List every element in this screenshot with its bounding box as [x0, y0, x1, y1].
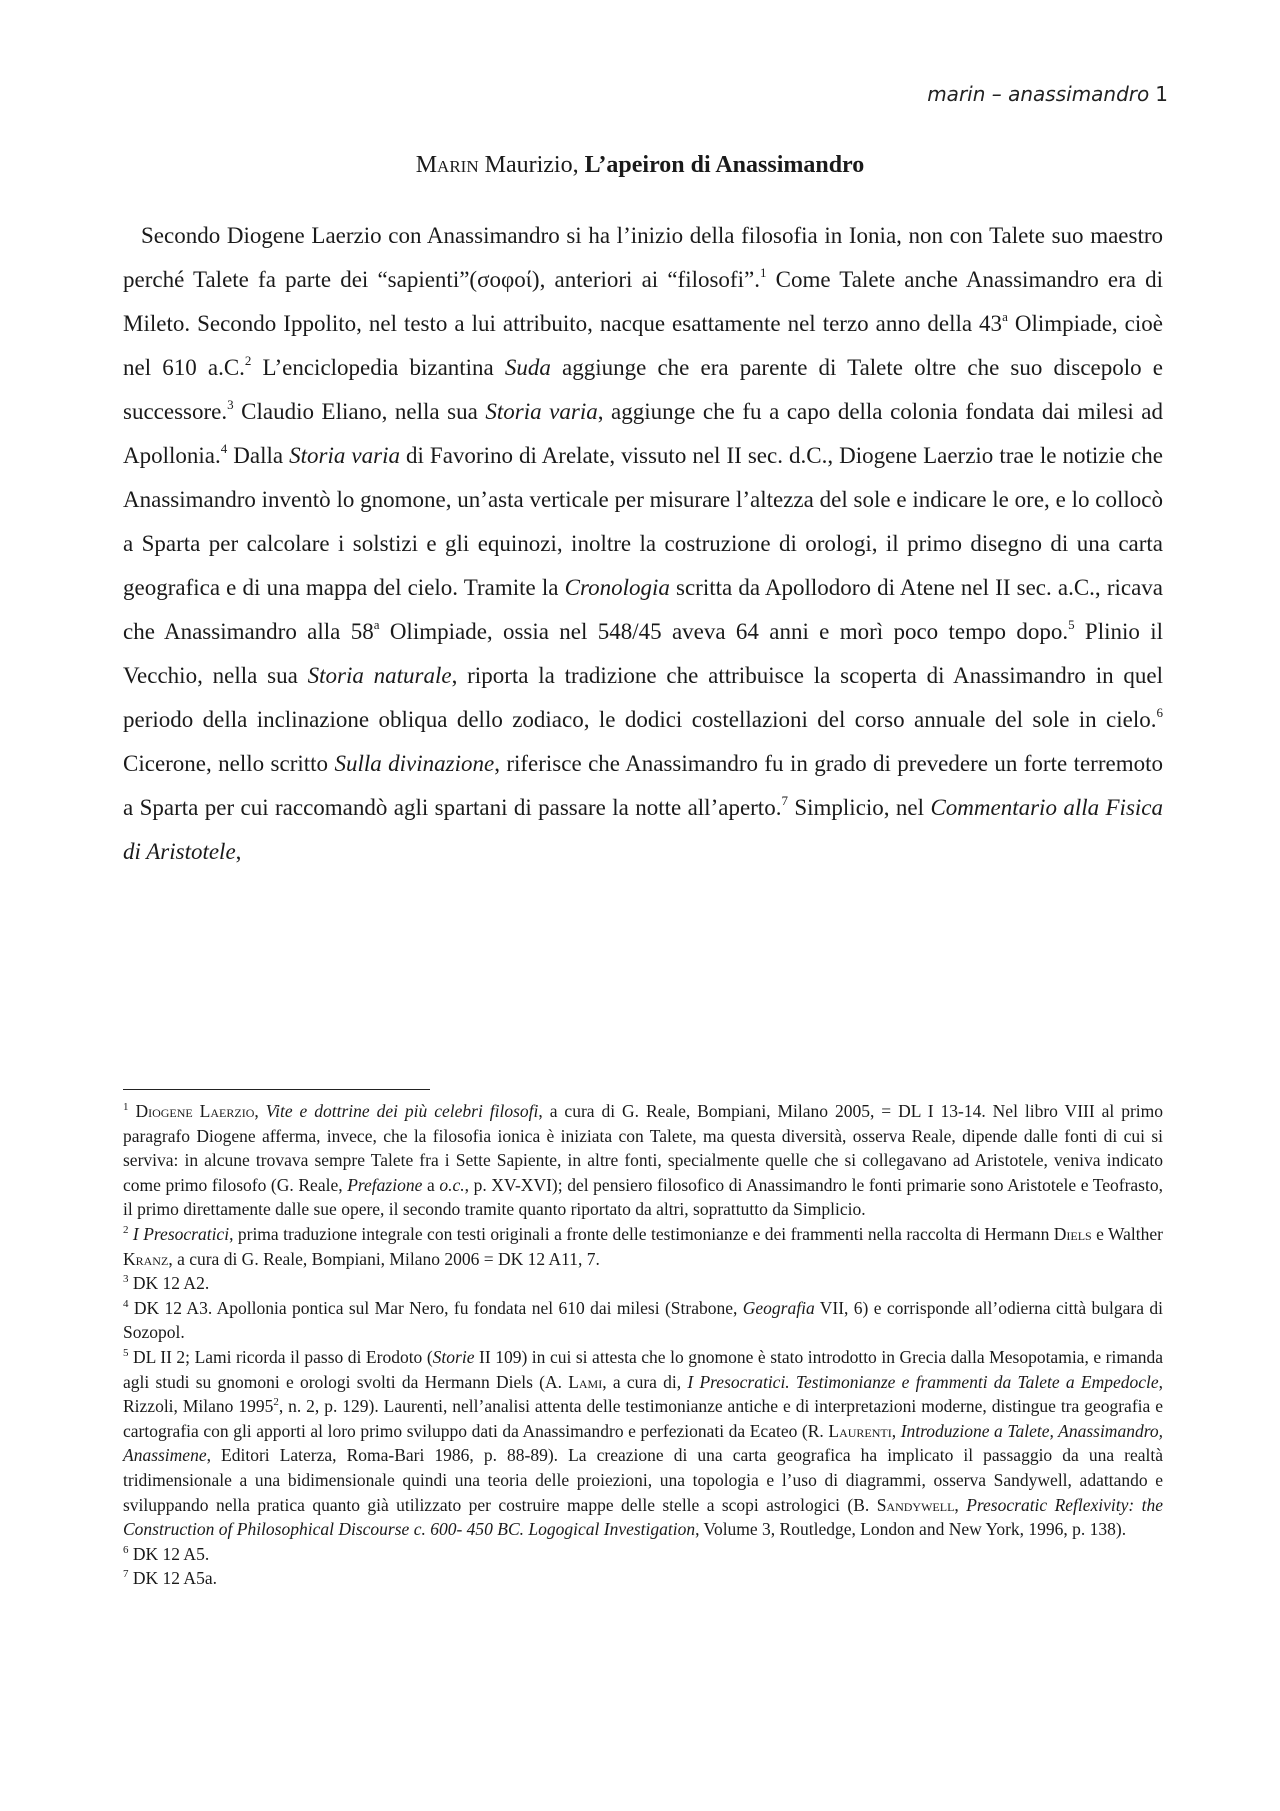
text-run: Olimpiade, ossia nel 548/45 aveva 64 anni e morì poco tempo dopo. — [379, 619, 1069, 644]
italic-title: Commentario alla Fisica di Aristotele — [123, 795, 1163, 864]
footnote-ref[interactable]: 3 — [227, 397, 234, 412]
text-run: di Favorino di Arelate, vissuto nel II sec. d.C., Diogene Laerzio trae le notizie che Anassimandro inventò lo gnomone, un’asta verticale per misurare l’altezza del sole e indicare le ore, e lo collocò a Sparta per calcolare i solstizi e gli equinozi, inoltre la costruzione di orologi, il primo disegno di una carta geografica e di una mappa del cielo. Tramite la — [123, 443, 1164, 600]
text-run: , a cura di G. Reale, Bompiani, Milano 2006 = DK 12 A11, 7. — [168, 1248, 600, 1269]
italic-title: I Presocratici. Testimonianze e frammenti da Talete a Empedocle — [687, 1371, 1159, 1392]
text-run: , — [954, 1494, 967, 1515]
footnote-number: 6 — [123, 1543, 129, 1556]
text-run: Simplicio, nel — [787, 795, 931, 820]
text-run: L’enciclopedia bizantina — [251, 355, 505, 380]
text-run: , n. 2, p. 129). Laurenti, nell’analisi attenta delle testimonianze antiche e di interpretazioni moderne, distingue tra geografia e cartografia con gli apporti al loro primo sviluppo dati da Anassimandro e perfezionati da Ecateo (R. — [123, 1396, 1163, 1441]
footnote-7 — [123, 1566, 1163, 1591]
text-run: a — [422, 1174, 440, 1195]
document-title — [0, 152, 1280, 179]
footnote-ref[interactable]: 2 — [244, 353, 252, 368]
author-name: Diels — [1053, 1223, 1092, 1244]
edition-number: 2 — [273, 1396, 279, 1409]
text-run: , a cura di, — [602, 1371, 688, 1392]
text-run: , Rizzoli, Milano 1995 — [123, 1371, 1163, 1417]
footnote-2 — [123, 1222, 1163, 1271]
footnote-number: 4 — [123, 1297, 129, 1310]
text-run: , Editori Laterza, Roma-Bari 1986, p. 88-89). La creazione di una carta geografica ha implicato il passaggio da una realtà tridimensionale a una bidimensionale quindi una teoria delle proiezioni, una topologia e l’uso di diagrammi, osserva Sandywell, adattando e sviluppando nella pratica quanto già utilizzato per costruire mappe delle stelle a scopi astrologici (B. — [123, 1445, 1163, 1515]
text-run: Dalla — [227, 443, 290, 468]
footnote-3 — [123, 1271, 1163, 1296]
italic-title: Storie — [432, 1346, 475, 1367]
text-run: II 109) in cui si attesta che lo gnomone è stato introdotto in Grecia dalla Mesopotamia, e rimanda agli studi su gnomoni e orologi svolti da Hermann Diels (A. — [123, 1346, 1163, 1392]
page-number: 1 — [1155, 82, 1168, 106]
text-run: , a cura di G. Reale, Bompiani, Milano 2005, = DL I 13-14. Nel libro VIII al primo paragrafo Diogene afferma, invece, che la filosofia ionica è iniziata con Talete, ma questa diversità, osserva Reale, dipende dalle fonti di cui si serviva: in alcune trovava sempre Talete fra i Sette Sapiente, in altre fonti, specialmente quelle che si collegavano ad Aristotele, veniva indicato come primo filosofo (G. Reale, — [123, 1101, 1164, 1195]
italic-title: Geografia — [742, 1297, 815, 1318]
text-run: VII, 6) e corrisponde all’odierna città bulgara di Sozopol. — [123, 1297, 1163, 1343]
text-run: aggiunge che era parente di Talete oltre che suo discepolo e successore. — [123, 355, 1163, 424]
text-run: , — [891, 1420, 901, 1441]
running-title: marin – anassimandro — [927, 82, 1150, 106]
italic-title: Sulla divinazione — [334, 751, 495, 776]
text-run: , prima traduzione integrale con testi originali a fronte delle testimonianze e dei frammenti nella raccolta di Hermann — [229, 1223, 1054, 1244]
text-run: DK 12 A2. — [128, 1273, 210, 1294]
italic-title: I Presocratici — [128, 1223, 230, 1244]
footnote-4 — [123, 1296, 1163, 1345]
text-run: Come Talete anche Anassimandro era di Mileto. Secondo Ippolito, nel testo a lui attribuito, nacque esattamente nel terzo anno della 43 — [123, 267, 1163, 336]
footnote-5 — [123, 1345, 1163, 1542]
footnote-6 — [123, 1542, 1163, 1567]
italic-title: Cronologia — [564, 575, 670, 600]
footnote-number: 7 — [123, 1568, 129, 1581]
text-run: scritta da Apollodoro di Atene nel II sec. a.C., ricava che Anassimandro alla 58 — [123, 575, 1163, 644]
text-run: , riferisce che Anassimandro fu in grado di prevedere un forte terremoto a Sparta per cui raccomandò agli spartani di passare la notte all’aperto. — [123, 751, 1163, 820]
body-paragraph — [123, 214, 1163, 874]
italic-title: Prefazione — [347, 1174, 423, 1195]
text-run: Cicerone, nello scritto — [123, 751, 335, 776]
footnote-number: 5 — [123, 1346, 129, 1359]
text-run: e Walther — [1091, 1223, 1164, 1244]
text-run: , Volume 3, Routledge, London and New York, 1996, p. 138). — [695, 1519, 1127, 1540]
footnote-ref[interactable]: 1 — [759, 265, 767, 280]
text-run: Olimpiade, cioè nel 610 a.C. — [123, 311, 1163, 380]
italic-title: Suda — [504, 355, 551, 380]
ordinal-suffix: a — [373, 617, 380, 632]
text-run: , riporta la tradizione che attribuisce la scoperta di Anassimandro in quel periodo della inclinazione obliqua dello zodiaco, le dodici costellazioni del corso annuale del sole in cielo. — [123, 663, 1163, 732]
author-first-name: Maurizio, — [478, 152, 579, 178]
author-name: Sandywell — [876, 1494, 955, 1515]
footnote-1 — [123, 1099, 1163, 1222]
author-name: Kranz — [123, 1248, 169, 1269]
text-run: DK 12 A5a. — [128, 1568, 217, 1589]
footnote-ref[interactable]: 7 — [781, 793, 788, 808]
ordinal-suffix: a — [1002, 309, 1008, 324]
text-run: DK 12 A3. Apollonia pontica sul Mar Nero, fu fondata nel 610 dai milesi (Strabone, — [128, 1297, 743, 1318]
footnote-number: 3 — [123, 1273, 129, 1286]
italic-title: Storia varia — [289, 443, 400, 468]
italic-title: Storia varia — [485, 399, 598, 424]
footnote-number: 1 — [123, 1101, 129, 1113]
text-run: Claudio Eliano, nella sua — [233, 399, 486, 424]
text-run: Plinio il Vecchio, nella sua — [123, 619, 1163, 688]
footnote-ref[interactable]: 4 — [220, 441, 228, 456]
author-name: Lami — [568, 1371, 603, 1392]
work-title: L’apeiron di Anassimandro — [578, 152, 865, 178]
footnote-ref[interactable]: 5 — [1068, 617, 1075, 632]
footnotes — [123, 1099, 1163, 1591]
author-name: Diogene Laerzio — [128, 1101, 255, 1121]
italic-title: Vite e dottrine dei più celebri filosofi — [265, 1101, 539, 1121]
italic-title: Storia naturale — [307, 663, 452, 688]
italic-title: Presocratic Reflexivity: the Construction of Philosophical Discourse c. 600- 450 BC. Logogical Investigation — [123, 1494, 1164, 1540]
text-run: , — [235, 839, 242, 864]
italic-title: o.c. — [439, 1174, 465, 1195]
running-header — [927, 82, 1168, 106]
footnote-ref[interactable]: 6 — [1156, 705, 1163, 720]
text-run: , aggiunge che fu a capo della colonia fondata dai milesi ad Apollonia. — [123, 399, 1163, 468]
italic-title: Introduzione a Talete, Anassimandro, Anassimene — [123, 1420, 1163, 1466]
footnote-separator — [123, 1089, 430, 1090]
text-run: , p. XV-XVI); del pensiero filosofico di Anassimandro le fonti primarie sono Aristotele e Teofrasto, il primo direttamente dalle sue opere, il secondo tramite quanto riportato da altri, soprattutto da Simplicio. — [123, 1174, 1163, 1220]
footnote-number: 2 — [123, 1223, 129, 1236]
author-name: Laurenti — [828, 1420, 892, 1441]
author-surname: Marin — [415, 152, 479, 178]
text-run: DL II 2; Lami ricorda il passo di Erodoto ( — [128, 1346, 433, 1367]
text-run: Secondo Diogene Laerzio con Anassimandro si ha l’inizio della filosofia in Ionia, non con Talete suo maestro perché Talete fa parte dei “sapienti”(σοφοί), anteriori ai “filosofi”. — [123, 223, 1163, 292]
text-run: , — [254, 1101, 266, 1121]
text-run: DK 12 A5. — [128, 1543, 210, 1564]
